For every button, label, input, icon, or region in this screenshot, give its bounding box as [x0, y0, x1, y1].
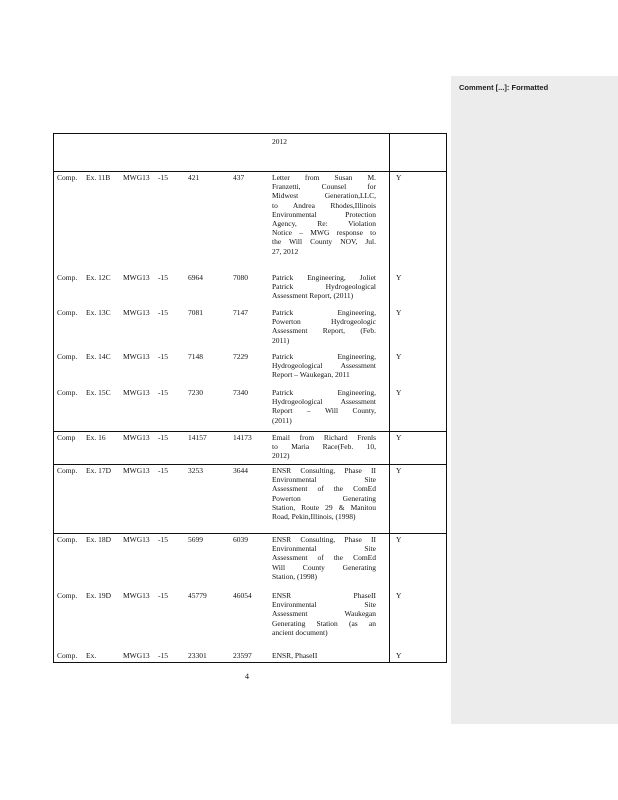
cell-description-line: Station, Route 29 & Manitou	[272, 502, 376, 512]
cell-description-line: Assessment Report, (2011)	[272, 291, 354, 301]
cell-party: Comp.	[57, 308, 78, 317]
cell-bates-prefix: MWG13	[123, 308, 150, 317]
cell-description-line: Assessment Waukegan	[272, 609, 376, 619]
cell-description-line: Generating Station (as an	[272, 618, 376, 628]
cell-description-line: Assessment of the ComEd	[272, 553, 376, 563]
cell-bates-end: 7147	[233, 308, 248, 317]
cell-description-line: to Maria Race(Feb. 10,	[272, 442, 376, 452]
cell-party: Comp.	[57, 591, 78, 600]
cell-flag: Y	[396, 352, 402, 361]
cell-party: Comp.	[57, 352, 78, 361]
cell-bates-start: 5699	[188, 535, 203, 544]
cell-description-line: Powerton Generating	[272, 493, 376, 503]
cell-description-line: Patrick Engineering,	[272, 308, 376, 317]
cell-bates-end: 14173	[233, 433, 252, 442]
cell-bates-end: 6039	[233, 535, 248, 544]
cell-bates-end: 437	[233, 173, 245, 182]
table-rule	[53, 171, 446, 172]
cell-bates-start: 23301	[188, 651, 207, 660]
cell-description-line: ancient document)	[272, 627, 328, 637]
cell-description-line: Agency, Re: Violation	[272, 219, 376, 228]
cell-description-line: Powerton Hydrogeologic	[272, 317, 376, 327]
cell-bates-suffix: -15	[158, 433, 168, 442]
cell-bates-start: 6964	[188, 273, 203, 282]
cell-description-line: Hydrogeological Assessment	[272, 397, 376, 407]
cell-description-line: Email from Richard Frenls	[272, 433, 376, 442]
cell-description-line: Midwest Generation,LLC,	[272, 191, 376, 201]
cell-bates-prefix: MWG13	[123, 352, 150, 361]
cell-description-line: Patrick Engineering,	[272, 352, 376, 361]
cell-description-line: Hydrogeological Assessment	[272, 361, 376, 371]
cell-description-line: Notice – MWG response to	[272, 228, 376, 238]
cell-bates-start: 7230	[188, 388, 203, 397]
cell-bates-start: 3253	[188, 466, 203, 475]
cell-party: Comp	[57, 433, 76, 442]
cell-description-line: 27, 2012	[272, 246, 299, 256]
page-number: 4	[245, 672, 249, 681]
cell-flag: Y	[396, 388, 402, 397]
cell-exhibit: Ex. 19D	[86, 591, 111, 600]
cell-exhibit: Ex. 18D	[86, 535, 111, 544]
cell-exhibit: Ex.	[86, 651, 97, 660]
cell-bates-suffix: -15	[158, 651, 168, 660]
cell-bates-start: 7081	[188, 308, 203, 317]
cell-bates-suffix: -15	[158, 466, 168, 475]
cell-bates-start: 14157	[188, 433, 207, 442]
cell-bates-end: 7229	[233, 352, 248, 361]
cell-description-line: the Will County NOV, Jul.	[272, 237, 376, 247]
cell-flag: Y	[396, 466, 402, 475]
cell-bates-prefix: MWG13	[123, 388, 150, 397]
cell-party: Comp.	[57, 651, 78, 660]
cell-flag: Y	[396, 173, 402, 182]
table-rule	[53, 133, 446, 134]
cell-description-line: 2011)	[272, 335, 290, 345]
cell-party: Comp.	[57, 388, 78, 397]
cell-description-line: ENSR Consulting, Phase II	[272, 535, 376, 544]
cell-party: Comp.	[57, 273, 78, 282]
cell-bates-suffix: -15	[158, 591, 168, 600]
cell-bates-start: 45779	[188, 591, 207, 600]
cell-description-line: 2012)	[272, 451, 290, 461]
cell-exhibit: Ex. 11B	[86, 173, 111, 182]
cell-flag: Y	[396, 308, 402, 317]
cell-exhibit: Ex. 16	[86, 433, 106, 442]
cell-bates-end: 7080	[233, 273, 248, 282]
cell-description-line: Letter from Susan M.	[272, 173, 376, 182]
cell-bates-prefix: MWG13	[123, 535, 150, 544]
cell-flag: Y	[396, 651, 402, 660]
cell-bates-prefix: MWG13	[123, 433, 150, 442]
cell-exhibit: Ex. 17D	[86, 466, 111, 475]
exhibit-table	[53, 133, 446, 663]
table-rule	[389, 133, 390, 663]
cell-flag: Y	[396, 433, 402, 442]
cell-party: Comp.	[57, 535, 78, 544]
cell-bates-end: 23597	[233, 651, 252, 660]
cell-bates-prefix: MWG13	[123, 466, 150, 475]
cell-flag: Y	[396, 535, 402, 544]
cell-description-line: Environmental Site	[272, 475, 376, 485]
cell-description-line: Assessment of the ComEd	[272, 484, 376, 494]
cell-exhibit: Ex. 13C	[86, 308, 111, 317]
cell-bates-prefix: MWG13	[123, 173, 150, 182]
cell-bates-start: 7148	[188, 352, 203, 361]
cell-description-line: Assessment Report, (Feb.	[272, 326, 376, 336]
cell-description-line: Environmental Site	[272, 544, 376, 554]
cell-description-line: ENSR, PhaseII	[272, 651, 318, 660]
continuation-description: 2012	[272, 137, 287, 146]
cell-description-line: Road, Pekin,Illinois, (1998)	[272, 512, 356, 521]
cell-bates-prefix: MWG13	[123, 651, 150, 660]
comment-label: Comment [...]: Formatted	[459, 83, 549, 92]
cell-bates-start: 421	[188, 173, 200, 182]
cell-bates-end: 7340	[233, 388, 248, 397]
cell-exhibit: Ex. 14C	[86, 352, 111, 361]
cell-description-line: Report – Will County,	[272, 406, 376, 416]
cell-bates-suffix: -15	[158, 352, 168, 361]
cell-description-line: ENSR PhaseII	[272, 591, 376, 600]
cell-bates-end: 46054	[233, 591, 252, 600]
cell-bates-prefix: MWG13	[123, 591, 150, 600]
cell-description-line: Patrick Hydrogeological	[272, 282, 376, 292]
cell-description-line: Patrick Engineering,	[272, 388, 376, 397]
cell-flag: Y	[396, 273, 402, 282]
cell-description-line: Will County Generating	[272, 562, 376, 572]
cell-exhibit: Ex. 15C	[86, 388, 111, 397]
cell-party: Comp.	[57, 466, 78, 475]
cell-bates-prefix: MWG13	[123, 273, 150, 282]
table-rule	[53, 464, 446, 465]
cell-exhibit: Ex. 12C	[86, 273, 111, 282]
cell-description-line: Environmental Site	[272, 600, 376, 610]
table-rule	[53, 133, 54, 663]
comment-pane	[451, 76, 618, 724]
cell-bates-suffix: -15	[158, 273, 168, 282]
table-rule	[53, 662, 446, 663]
cell-description-line: Environmental Protection	[272, 209, 376, 219]
cell-bates-suffix: -15	[158, 535, 168, 544]
cell-bates-suffix: -15	[158, 388, 168, 397]
cell-bates-suffix: -15	[158, 173, 168, 182]
cell-description-line: Patrick Engineering, Joliet	[272, 273, 376, 282]
cell-bates-end: 3644	[233, 466, 248, 475]
cell-description-line: ENSR Consulting, Phase II	[272, 466, 376, 475]
table-rule	[53, 533, 446, 534]
cell-description-line: to Andrea Rhodes,Illinois	[272, 200, 376, 210]
cell-description-line: Report – Waukegan, 2011	[272, 370, 350, 380]
cell-bates-suffix: -15	[158, 308, 168, 317]
table-rule	[446, 133, 447, 663]
cell-description-line: Franzetti, Counsel for	[272, 182, 376, 192]
cell-description-line: Station, (1998)	[272, 571, 317, 581]
table-rule	[53, 431, 446, 432]
cell-party: Comp.	[57, 173, 78, 182]
cell-description-line: (2011)	[272, 415, 292, 425]
cell-flag: Y	[396, 591, 402, 600]
